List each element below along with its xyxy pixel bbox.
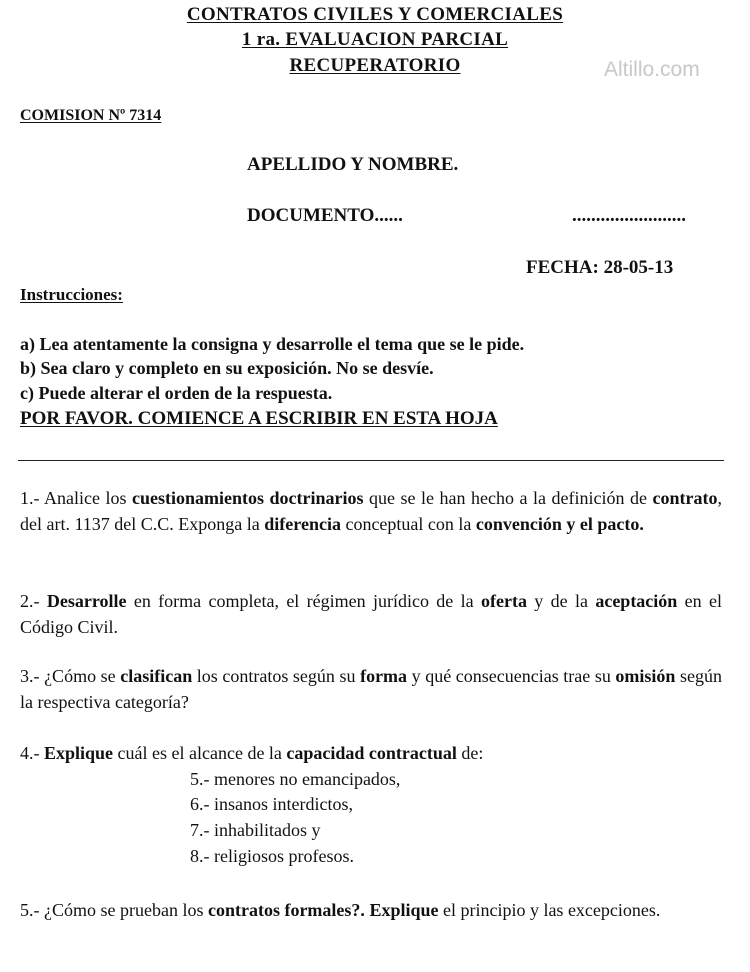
- instruction-notice: POR FAVOR. COMIENCE A ESCRIBIR EN ESTA HOJA: [20, 408, 498, 429]
- q3-text-3: y qué consecuencias trae su: [407, 666, 616, 686]
- exam-subtitle: 1 ra. EVALUACION PARCIAL: [241, 29, 509, 50]
- q2-bold-1: Desarrolle: [46, 591, 127, 611]
- q2-text-2: en forma completa, el régimen jurídico de la: [126, 591, 481, 611]
- q4-bold-2: capacidad contractual: [286, 743, 457, 763]
- q4-item: 6.- insanos interdictos,: [190, 794, 353, 814]
- question-3: [20, 663, 722, 715]
- q2-text-1: 2.-: [20, 591, 47, 611]
- q5-text-3: el principio y las excepciones.: [438, 900, 661, 920]
- instructions-title: Instrucciones:: [20, 285, 123, 304]
- watermark: Altillo.com: [604, 58, 700, 81]
- q2-bold-2: oferta: [480, 591, 527, 611]
- question-1: [20, 485, 722, 537]
- documento-dots: ........................: [572, 205, 686, 226]
- q2-text-3: y de la: [526, 591, 596, 611]
- q5-bold-1: contratos formales?.: [207, 900, 365, 920]
- comision-label: COMISION Nº 7314: [20, 107, 162, 124]
- instruction-a: a) Lea atentamente la consigna y desarrolle el tema que se le pide.: [20, 334, 525, 354]
- q3-bold-1: clasifican: [120, 666, 193, 686]
- question-4: [20, 740, 483, 766]
- q5-text-1: 5.- ¿Cómo se prueban los: [20, 900, 208, 920]
- exam-type: RECUPERATORIO: [289, 55, 461, 76]
- apellido-field-label: APELLIDO Y NOMBRE.: [247, 154, 459, 175]
- q1-text-3: , del art. 1137 del C.C. Exponga la: [20, 488, 722, 534]
- q1-bold-1: cuestionamientos doctrinarios: [132, 488, 364, 508]
- q1-text-2: que se le han hecho a la definición de: [363, 488, 653, 508]
- exam-title: CONTRATOS CIVILES Y COMERCIALES: [186, 4, 564, 25]
- q3-text-4: según la respectiva categoría?: [20, 666, 723, 712]
- q1-bold-4: convención y el pacto.: [475, 514, 644, 534]
- q4-item: 8.- religiosos profesos.: [190, 846, 354, 866]
- q1-bold-3: diferencia: [264, 514, 341, 534]
- q2-bold-3: aceptación: [595, 591, 678, 611]
- section-divider: [18, 460, 724, 461]
- fecha-label: FECHA: 28-05-13: [526, 257, 674, 278]
- q1-text-4: conceptual con la: [340, 514, 476, 534]
- q5-bold-2: Explique: [369, 900, 439, 920]
- q4-item: 7.- inhabilitados y: [190, 820, 321, 840]
- documento-field-label: DOCUMENTO......: [247, 205, 403, 226]
- q4-bold-1: Explique: [44, 743, 114, 763]
- q2-text-4: en el Código Civil.: [20, 591, 722, 637]
- q4-text-1: 4.-: [20, 743, 44, 763]
- q1-text-1: 1.- Analice los: [20, 488, 133, 508]
- q4-text-3: de:: [456, 743, 484, 763]
- q3-bold-3: omisión: [615, 666, 676, 686]
- q3-text-1: 3.- ¿Cómo se: [20, 666, 121, 686]
- instruction-c: c) Puede alterar el orden de la respuesta.: [20, 383, 333, 403]
- instruction-b: b) Sea claro y completo en su exposición. No se desvíe.: [20, 358, 434, 378]
- q3-bold-2: forma: [360, 666, 408, 686]
- q4-text-2: cuál es el alcance de la: [113, 743, 287, 763]
- q1-bold-2: contrato: [652, 488, 718, 508]
- question-5: [20, 897, 722, 923]
- question-2: [20, 588, 722, 640]
- q4-item: 5.- menores no emancipados,: [190, 769, 401, 789]
- q3-text-2: los contratos según su: [192, 666, 361, 686]
